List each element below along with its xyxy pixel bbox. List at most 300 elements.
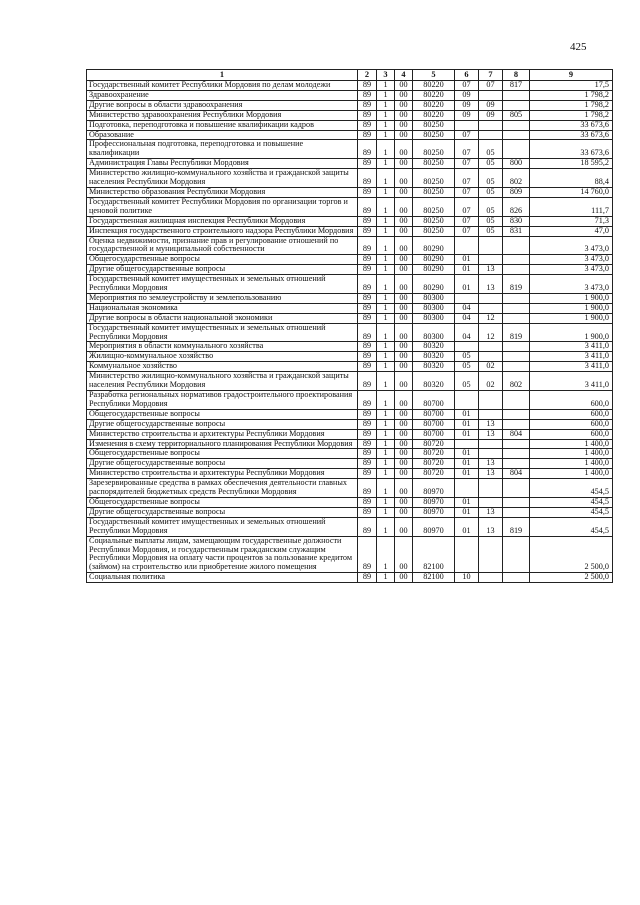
row-code-4: 00: [395, 130, 413, 140]
row-code-3: 1: [377, 140, 395, 159]
row-code-2: 89: [358, 120, 377, 130]
row-code-3: 1: [377, 100, 395, 110]
row-code-6: 07: [455, 169, 479, 188]
table-row: [87, 81, 613, 91]
row-code-2: 89: [358, 169, 377, 188]
row-code-4: 00: [395, 293, 413, 303]
row-code-8: [503, 130, 530, 140]
row-code-6: [455, 120, 479, 130]
row-code-6: 09: [455, 110, 479, 120]
row-code-4: 00: [395, 479, 413, 498]
row-code-7: 05: [479, 159, 503, 169]
row-name: Министерство строительства и архитектуры Республики Мордовия: [87, 429, 358, 439]
row-code-7: 12: [479, 323, 503, 342]
row-code-8: [503, 497, 530, 507]
table-row: [87, 169, 613, 188]
row-code-5: 80250: [413, 140, 455, 159]
table-row: [87, 159, 613, 169]
row-code-6: 07: [455, 130, 479, 140]
table-row: [87, 507, 613, 517]
row-code-4: 00: [395, 362, 413, 372]
row-amount: 454,5: [530, 497, 613, 507]
row-code-6: 07: [455, 216, 479, 226]
row-code-6: 01: [455, 459, 479, 469]
row-amount: 3 411,0: [530, 342, 613, 352]
row-code-4: 00: [395, 265, 413, 275]
row-code-7: [479, 255, 503, 265]
row-code-3: 1: [377, 419, 395, 429]
row-code-6: [455, 536, 479, 573]
row-code-2: 89: [358, 391, 377, 410]
row-amount: 2 500,0: [530, 573, 613, 583]
row-code-4: 00: [395, 497, 413, 507]
row-code-7: [479, 479, 503, 498]
row-code-4: 00: [395, 236, 413, 255]
row-amount: 1 400,0: [530, 439, 613, 449]
table-row: [87, 573, 613, 583]
row-code-8: 819: [503, 323, 530, 342]
row-code-2: 89: [358, 293, 377, 303]
row-code-5: 80290: [413, 255, 455, 265]
row-amount: 1 900,0: [530, 323, 613, 342]
row-code-6: 01: [455, 419, 479, 429]
row-code-3: 1: [377, 313, 395, 323]
row-code-4: 00: [395, 275, 413, 294]
row-amount: 17,5: [530, 81, 613, 91]
row-code-8: [503, 449, 530, 459]
row-amount: 1 798,2: [530, 110, 613, 120]
row-code-3: 1: [377, 110, 395, 120]
row-name: Зарезервированные средства в рамках обеспечения деятельности главных распорядителей бюджетных средств Республики Мордовия: [87, 479, 358, 498]
row-code-4: 00: [395, 352, 413, 362]
row-code-2: 89: [358, 429, 377, 439]
row-amount: 1 400,0: [530, 469, 613, 479]
row-amount: 1 900,0: [530, 293, 613, 303]
row-code-2: 89: [358, 236, 377, 255]
table-row: [87, 255, 613, 265]
row-code-6: [455, 342, 479, 352]
row-code-6: [455, 439, 479, 449]
row-code-3: 1: [377, 120, 395, 130]
row-code-5: 80700: [413, 419, 455, 429]
row-name: Оценка недвижимости, признание прав и регулирование отношений по государственной и муниципальной собственности: [87, 236, 358, 255]
row-code-6: 04: [455, 313, 479, 323]
row-code-4: 00: [395, 216, 413, 226]
table-row: [87, 497, 613, 507]
row-code-8: [503, 479, 530, 498]
table-row: [87, 90, 613, 100]
row-code-2: 89: [358, 130, 377, 140]
row-amount: 1 798,2: [530, 90, 613, 100]
column-header: 7: [479, 70, 503, 81]
row-code-4: 00: [395, 409, 413, 419]
row-code-6: 10: [455, 573, 479, 583]
table-header-row: [87, 70, 613, 81]
table-row: [87, 429, 613, 439]
row-code-6: 01: [455, 449, 479, 459]
row-code-5: 80320: [413, 362, 455, 372]
row-code-7: 13: [479, 507, 503, 517]
row-name: Здравоохранение: [87, 90, 358, 100]
row-code-7: 05: [479, 216, 503, 226]
row-code-4: 00: [395, 120, 413, 130]
row-name: Социальная политика: [87, 573, 358, 583]
row-code-2: 89: [358, 409, 377, 419]
row-code-2: 89: [358, 323, 377, 342]
budget-table: [86, 69, 613, 583]
row-code-4: 00: [395, 140, 413, 159]
row-amount: 2 500,0: [530, 536, 613, 573]
row-code-5: 80250: [413, 226, 455, 236]
row-code-7: [479, 409, 503, 419]
table-row: [87, 197, 613, 216]
row-amount: 454,5: [530, 507, 613, 517]
row-code-8: 809: [503, 187, 530, 197]
row-code-3: 1: [377, 236, 395, 255]
row-code-8: [503, 362, 530, 372]
row-name: Министерство здравоохранения Республики Мордовия: [87, 110, 358, 120]
row-code-7: [479, 449, 503, 459]
row-code-8: [503, 90, 530, 100]
row-code-2: 89: [358, 372, 377, 391]
table-row: [87, 100, 613, 110]
row-code-8: [503, 313, 530, 323]
row-code-5: 80300: [413, 303, 455, 313]
row-amount: 1 400,0: [530, 459, 613, 469]
column-header: 3: [377, 70, 395, 81]
row-amount: 1 900,0: [530, 313, 613, 323]
row-code-5: 80700: [413, 429, 455, 439]
row-code-8: 831: [503, 226, 530, 236]
row-name: Подготовка, переподготовка и повышение квалификации кадров: [87, 120, 358, 130]
row-code-7: [479, 391, 503, 410]
table-row: [87, 236, 613, 255]
row-code-2: 89: [358, 100, 377, 110]
row-amount: 454,5: [530, 479, 613, 498]
row-code-3: 1: [377, 275, 395, 294]
row-code-2: 89: [358, 497, 377, 507]
row-code-5: 80720: [413, 459, 455, 469]
row-code-8: 826: [503, 197, 530, 216]
table-row: [87, 391, 613, 410]
row-code-5: 80320: [413, 352, 455, 362]
row-code-2: 89: [358, 439, 377, 449]
row-code-4: 00: [395, 303, 413, 313]
row-code-5: 80250: [413, 130, 455, 140]
row-code-5: 80250: [413, 187, 455, 197]
row-amount: 88,4: [530, 169, 613, 188]
row-code-8: 800: [503, 159, 530, 169]
row-code-6: 01: [455, 507, 479, 517]
table-row: [87, 479, 613, 498]
row-code-4: 00: [395, 507, 413, 517]
row-code-2: 89: [358, 479, 377, 498]
row-code-7: 13: [479, 429, 503, 439]
row-amount: 3 411,0: [530, 352, 613, 362]
row-code-8: [503, 573, 530, 583]
row-code-2: 89: [358, 342, 377, 352]
table-row: [87, 187, 613, 197]
row-code-2: 89: [358, 362, 377, 372]
row-code-6: 01: [455, 265, 479, 275]
row-code-2: 89: [358, 419, 377, 429]
table-row: [87, 362, 613, 372]
row-code-7: 13: [479, 469, 503, 479]
row-code-3: 1: [377, 81, 395, 91]
row-code-3: 1: [377, 536, 395, 573]
row-code-5: 80300: [413, 293, 455, 303]
row-code-7: 05: [479, 197, 503, 216]
row-code-7: 02: [479, 362, 503, 372]
row-code-2: 89: [358, 255, 377, 265]
row-code-5: 80250: [413, 216, 455, 226]
row-code-4: 00: [395, 391, 413, 410]
table-row: [87, 352, 613, 362]
row-code-2: 89: [358, 187, 377, 197]
row-name: Государственный комитет Республики Мордовия по делам молодежи: [87, 81, 358, 91]
row-code-7: 13: [479, 265, 503, 275]
row-code-5: 80970: [413, 479, 455, 498]
row-code-4: 00: [395, 81, 413, 91]
row-code-7: 13: [479, 459, 503, 469]
row-code-7: 05: [479, 187, 503, 197]
row-code-2: 89: [358, 573, 377, 583]
row-code-5: 80220: [413, 110, 455, 120]
column-header: 4: [395, 70, 413, 81]
row-code-6: [455, 479, 479, 498]
row-code-8: 802: [503, 169, 530, 188]
row-code-6: 07: [455, 81, 479, 91]
row-name: Мероприятия в области коммунального хозяйства: [87, 342, 358, 352]
row-code-4: 00: [395, 573, 413, 583]
row-code-7: 05: [479, 226, 503, 236]
table-row: [87, 216, 613, 226]
row-code-5: 80220: [413, 100, 455, 110]
row-code-6: 01: [455, 409, 479, 419]
row-amount: 1 798,2: [530, 100, 613, 110]
table-row: [87, 130, 613, 140]
row-amount: 3 473,0: [530, 255, 613, 265]
row-name: Инспекция государственного строительного надзора Республики Мордовия: [87, 226, 358, 236]
row-name: Государственный комитет имущественных и земельных отношений Республики Мордовия: [87, 517, 358, 536]
row-code-8: [503, 419, 530, 429]
row-code-6: [455, 391, 479, 410]
row-code-2: 89: [358, 197, 377, 216]
row-code-2: 89: [358, 459, 377, 469]
row-code-8: 804: [503, 469, 530, 479]
row-code-4: 00: [395, 372, 413, 391]
row-code-8: [503, 507, 530, 517]
row-code-7: [479, 236, 503, 255]
row-code-7: 09: [479, 110, 503, 120]
row-code-4: 00: [395, 517, 413, 536]
row-code-6: 01: [455, 517, 479, 536]
row-code-5: 80720: [413, 469, 455, 479]
row-code-8: [503, 459, 530, 469]
row-code-5: 80220: [413, 81, 455, 91]
row-code-5: 80720: [413, 449, 455, 459]
row-code-5: 80250: [413, 159, 455, 169]
row-code-7: [479, 303, 503, 313]
row-code-4: 00: [395, 169, 413, 188]
row-code-8: [503, 120, 530, 130]
row-code-4: 00: [395, 469, 413, 479]
row-amount: 3 473,0: [530, 265, 613, 275]
row-code-5: 80300: [413, 313, 455, 323]
row-code-7: [479, 120, 503, 130]
row-amount: 600,0: [530, 419, 613, 429]
column-header: 2: [358, 70, 377, 81]
row-amount: 18 595,2: [530, 159, 613, 169]
table-row: [87, 303, 613, 313]
row-amount: 3 411,0: [530, 362, 613, 372]
row-code-4: 00: [395, 323, 413, 342]
table-row: [87, 342, 613, 352]
row-code-4: 00: [395, 419, 413, 429]
row-amount: 1 900,0: [530, 303, 613, 313]
table-row: [87, 265, 613, 275]
row-name: Жилищно-коммунальное хозяйство: [87, 352, 358, 362]
row-code-7: 12: [479, 313, 503, 323]
row-code-6: 07: [455, 226, 479, 236]
row-amount: 600,0: [530, 409, 613, 419]
table-row: [87, 517, 613, 536]
table-row: [87, 323, 613, 342]
row-code-2: 89: [358, 517, 377, 536]
row-code-3: 1: [377, 372, 395, 391]
row-code-6: 01: [455, 275, 479, 294]
row-code-6: 01: [455, 255, 479, 265]
row-code-2: 89: [358, 507, 377, 517]
row-code-2: 89: [358, 536, 377, 573]
row-code-2: 89: [358, 216, 377, 226]
row-amount: 600,0: [530, 391, 613, 410]
table-row: [87, 459, 613, 469]
row-code-6: 09: [455, 90, 479, 100]
row-name: Изменения в схему территориального планирования Республики Мордовия: [87, 439, 358, 449]
row-code-8: 819: [503, 517, 530, 536]
row-code-8: [503, 352, 530, 362]
row-code-8: [503, 255, 530, 265]
row-code-3: 1: [377, 507, 395, 517]
row-code-8: 830: [503, 216, 530, 226]
row-code-4: 00: [395, 197, 413, 216]
row-code-2: 89: [358, 303, 377, 313]
row-code-5: 80290: [413, 275, 455, 294]
row-code-3: 1: [377, 391, 395, 410]
row-code-4: 00: [395, 226, 413, 236]
table-row: [87, 140, 613, 159]
table-row: [87, 449, 613, 459]
row-code-3: 1: [377, 255, 395, 265]
row-code-2: 89: [358, 90, 377, 100]
table-row: [87, 226, 613, 236]
page-number: 425: [570, 41, 587, 53]
row-code-5: 80250: [413, 197, 455, 216]
row-code-6: 05: [455, 352, 479, 362]
row-amount: 71,3: [530, 216, 613, 226]
row-code-7: [479, 439, 503, 449]
row-code-3: 1: [377, 409, 395, 419]
row-code-3: 1: [377, 216, 395, 226]
row-code-5: 80970: [413, 517, 455, 536]
row-code-8: [503, 100, 530, 110]
row-code-4: 00: [395, 159, 413, 169]
row-code-6: 09: [455, 100, 479, 110]
row-name: Профессиональная подготовка, переподготовка и повышение квалификации: [87, 140, 358, 159]
column-header: 1: [87, 70, 358, 81]
row-code-5: 80970: [413, 507, 455, 517]
row-code-5: 80250: [413, 120, 455, 130]
row-code-6: [455, 293, 479, 303]
row-code-5: 82100: [413, 573, 455, 583]
row-code-7: [479, 352, 503, 362]
row-code-5: 80720: [413, 439, 455, 449]
row-name: Другие общегосударственные вопросы: [87, 265, 358, 275]
table-row: [87, 110, 613, 120]
row-name: Другие общегосударственные вопросы: [87, 419, 358, 429]
row-code-3: 1: [377, 469, 395, 479]
row-amount: 33 673,6: [530, 130, 613, 140]
row-code-7: [479, 536, 503, 573]
row-code-2: 89: [358, 449, 377, 459]
row-code-4: 00: [395, 449, 413, 459]
table-body: [87, 81, 613, 583]
row-code-8: [503, 342, 530, 352]
row-code-5: 80220: [413, 90, 455, 100]
row-code-4: 00: [395, 255, 413, 265]
row-code-3: 1: [377, 497, 395, 507]
row-code-2: 89: [358, 110, 377, 120]
row-code-3: 1: [377, 303, 395, 313]
row-code-2: 89: [358, 275, 377, 294]
row-name: Другие общегосударственные вопросы: [87, 507, 358, 517]
table-row: [87, 275, 613, 294]
row-code-6: 01: [455, 429, 479, 439]
row-code-3: 1: [377, 517, 395, 536]
row-amount: 3 473,0: [530, 275, 613, 294]
row-name: Государственный комитет имущественных и земельных отношений Республики Мордовия: [87, 323, 358, 342]
column-header: 9: [530, 70, 613, 81]
row-code-4: 00: [395, 536, 413, 573]
row-name: Мероприятия по землеустройству и землепользованию: [87, 293, 358, 303]
row-code-3: 1: [377, 226, 395, 236]
row-code-5: 80250: [413, 169, 455, 188]
row-code-8: [503, 391, 530, 410]
row-code-8: 802: [503, 372, 530, 391]
row-code-8: [503, 536, 530, 573]
row-code-3: 1: [377, 130, 395, 140]
row-code-7: 05: [479, 140, 503, 159]
row-code-3: 1: [377, 573, 395, 583]
row-code-7: 07: [479, 81, 503, 91]
row-code-8: [503, 303, 530, 313]
row-code-7: 02: [479, 372, 503, 391]
row-code-6: 07: [455, 140, 479, 159]
row-code-7: [479, 497, 503, 507]
row-code-6: 05: [455, 362, 479, 372]
table-row: [87, 120, 613, 130]
row-code-6: 04: [455, 323, 479, 342]
table-row: [87, 536, 613, 573]
row-code-8: [503, 439, 530, 449]
row-amount: 111,7: [530, 197, 613, 216]
row-name: Разработка региональных нормативов градостроительного проектирования Республики Мордовия: [87, 391, 358, 410]
row-code-5: 80700: [413, 409, 455, 419]
row-amount: 3 473,0: [530, 236, 613, 255]
row-code-6: 07: [455, 187, 479, 197]
row-name: Министерство жилищно-коммунального хозяйства и гражданской защиты населения Республики Мордовия: [87, 372, 358, 391]
